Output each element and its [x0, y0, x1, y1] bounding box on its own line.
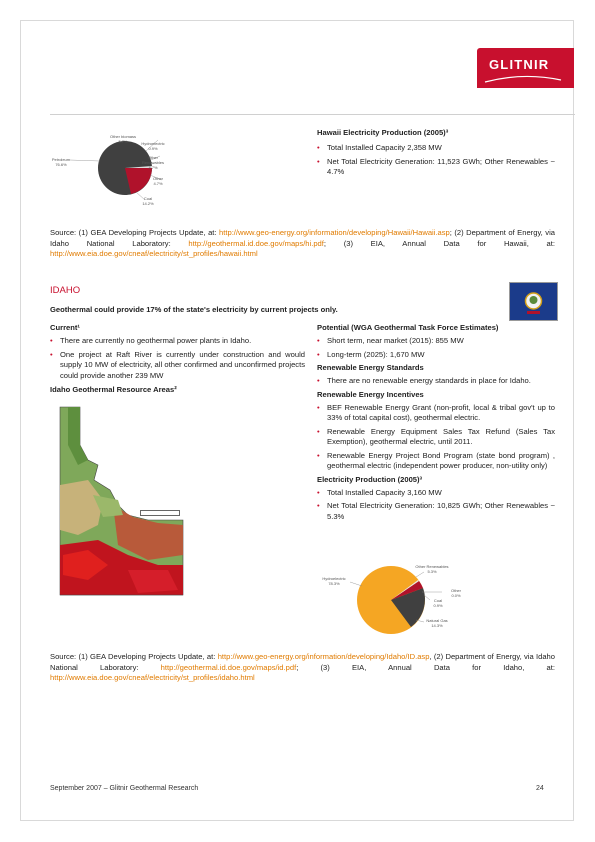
potential-list [317, 336, 555, 360]
idaho-label-coal: Coal 0.9% [433, 598, 443, 608]
source-link-eia-hawaii[interactable]: http://www.eia.doe.gov/cneaf/electricity/st_profiles/hawaii.html [50, 249, 258, 258]
page-number: 24 [536, 785, 544, 792]
potential-title: Potential (WGA Geothermal Task Force Estimates) [317, 323, 499, 332]
hawaii-label-other-renewables: Other Renewables 4.7% [141, 155, 164, 170]
list-item: • There are currently no geothermal power plants in Idaho. [50, 336, 305, 347]
idaho-source [50, 652, 555, 684]
idaho-production-list [317, 488, 555, 523]
list-item: • There are no renewable energy standards in place for Idaho. [317, 376, 555, 387]
hawaii-production-title: Hawaii Electricity Production (2005)³ [317, 128, 449, 137]
source-text: , (2) Department of Energy, via Idaho National Laboratory: [50, 652, 556, 672]
idaho-pie-chart [316, 562, 476, 640]
current-title: Current¹ [50, 323, 80, 332]
idaho-label-hydro: Hydroelectric 78.3% [322, 576, 346, 586]
list-item: • One project at Raft River is currently under construction and would supply 10 MW of electricity, all other confirmed and unconfirmed projects could provide another 239 MW [50, 350, 305, 382]
logo-swoosh-icon [483, 74, 563, 84]
list-item: • Short term, near market (2015): 855 MW [317, 336, 555, 347]
list-item: • BEF Renewable Energy Grant (non-profit, local & tribal gov't up to 33% of total capital cost), geothermal electric. [317, 403, 555, 424]
source-text: ; (3) EIA, Annual Data for Idaho, at: [296, 662, 555, 672]
standards-list [317, 376, 555, 387]
source-link-gea-idaho[interactable]: http://www.geo-energy.org/information/developing/Idaho/ID.asp [217, 652, 430, 661]
list-item: • Long-term (2025): 1,670 MW [317, 350, 555, 361]
list-item: • Total Installed Capacity 3,160 MW [317, 488, 555, 499]
standards-title: Renewable Energy Standards [317, 363, 424, 372]
glitnir-logo [477, 48, 574, 88]
hawaii-label-coal: Coal 14.2% [142, 196, 154, 206]
current-list [50, 336, 305, 381]
hawaii-source [50, 228, 555, 260]
source-text: Source: (1) GEA Developing Projects Update, at: [50, 228, 220, 237]
resource-title: Idaho Geothermal Resource Areas² [50, 385, 177, 394]
idaho-resource-map [58, 405, 188, 600]
hawaii-label-petroleum: Petroleum 76.6% [51, 157, 71, 167]
idaho-label-other: Other 0.0% [450, 588, 461, 598]
source-link-doe-idaho[interactable]: http://geothermal.id.doe.gov/maps/id.pdf [160, 662, 297, 672]
incentives-title: Renewable Energy Incentives [317, 389, 424, 399]
footer-text: September 2007 – Glitnir Geothermal Research [50, 785, 199, 792]
source-link-gea-hawaii[interactable]: http://www.geo-energy.org/information/developing/Hawaii/Hawaii.asp [219, 228, 450, 237]
map-scale-bar [140, 510, 180, 516]
idaho-flag [509, 282, 558, 321]
hawaii-label-other: Other 4.7% [152, 176, 163, 186]
hawaii-production-block [317, 128, 555, 181]
list-item: • Net Total Electricity Generation: 10,825 GWh; Other Renewables ~ 5.3% [317, 501, 555, 522]
idaho-label-gas: Natural Gas 14.3% [426, 618, 448, 628]
idaho-label-other-renewables: Other Renewables 5.3% [415, 564, 449, 574]
idaho-headline: Geothermal could provide 17% of the state's electricity by current projects only. [50, 305, 338, 314]
source-link-doe-hawaii[interactable]: http://geothermal.id.doe.gov/maps/hi.pdf [188, 238, 324, 248]
section-title-idaho: IDAHO [50, 285, 81, 296]
header-divider [50, 114, 575, 115]
list-item: • Total Installed Capacity 2,358 MW [317, 143, 555, 154]
hawaii-production-list [317, 143, 555, 178]
source-link-eia-idaho[interactable]: http://www.eia.doe.gov/cneaf/electricity/st_profiles/idaho.html [50, 673, 255, 682]
source-text: ; (2) Department of Energy, via Idaho National Laboratory: [50, 228, 555, 248]
list-item: • Renewable Energy Equipment Sales Tax Refund (Sales Tax Exemption), geothermal electric, until 2011. [317, 427, 555, 448]
idaho-right-column [317, 323, 555, 525]
idaho-current-block [50, 323, 305, 394]
list-item: • Net Total Electricity Generation: 11,523 GWh; Other Renewables ~ 4.7% [317, 157, 555, 178]
source-text: ; (3) EIA, Annual Data for Hawaii, at: [323, 238, 555, 248]
source-text: Source: (1) GEA Developing Projects Update, at: [50, 652, 218, 661]
hawaii-label-hydro: Hydroelectric 0.9% [141, 141, 165, 151]
idaho-production-title: Electricity Production (2005)³ [317, 474, 423, 484]
logo-text: GLITNIR [489, 57, 550, 72]
hawaii-label-other-biomass: Other biomass 5.7% [109, 134, 136, 144]
idaho-seal-icon [510, 283, 557, 320]
list-item: • Renewable Energy Project Bond Program (state bond program) , geothermal electric (independent power producer, non-utility only) [317, 451, 555, 472]
hawaii-pie-chart [50, 128, 180, 208]
incentives-list [317, 403, 555, 472]
